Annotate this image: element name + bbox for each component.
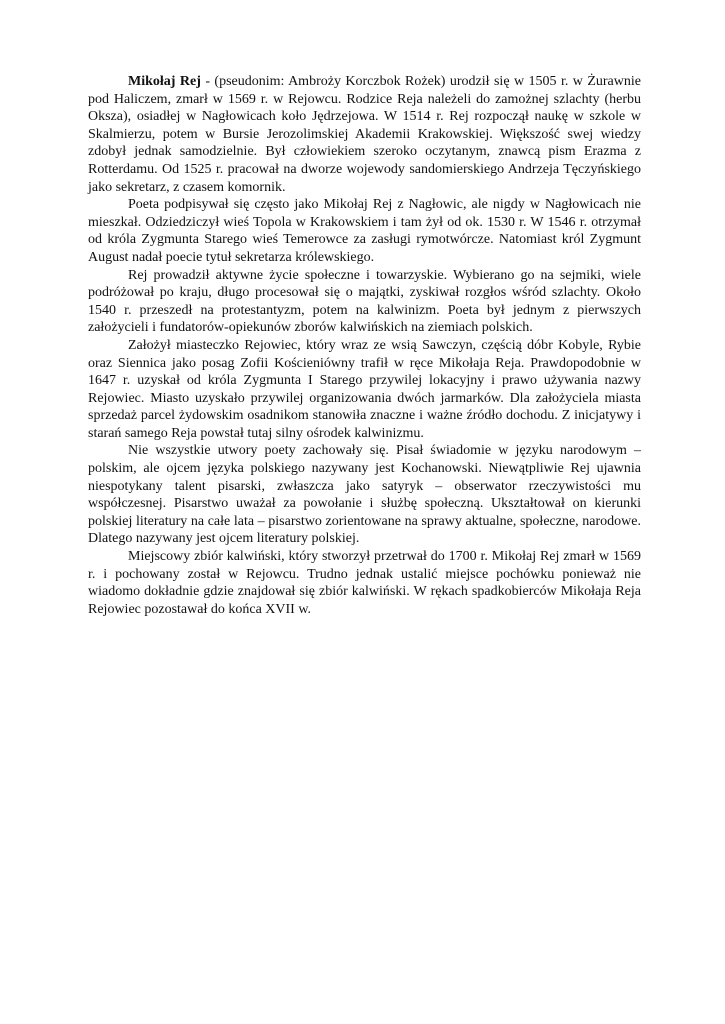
paragraph-text: Nie wszystkie utwory poety zachowały się. Pisał świadomie w języku narodowym – polskim, ale ojcem języka polskiego nazywany jest Kochanowski. Niewątpliwie Rej ujawnia niespotykany talent pisarski, zwłaszcza jako satyryk – obserwator rzeczywistości mu współczesnej. Pisarstwo uważał za powołanie i służbę społeczną. Ukształtował on kierunki polskiej literatury na całe lata – pisarstwo zorientowane na sprawy aktualne, społeczne, narodowe. Dlatego nazywany jest ojcem literatury polskiej. — [88, 443, 641, 547]
document-body — [88, 73, 641, 618]
paragraph-2 — [88, 196, 641, 266]
paragraph-1 — [88, 73, 641, 196]
paragraph-text: Rej prowadził aktywne życie społeczne i towarzyskie. Wybierano go na sejmiki, wiele podróżował po kraju, długo procesował się o majątki, zyskiwał rozgłos wśród szlachty. Około 1540 r. przeszedł na protestantyzm, potem na kalwinizm. Poeta był jednym z pierwszych założycieli i fundatorów-opiekunów zborów kalwińskich na ziemiach polskich. — [88, 267, 641, 336]
paragraph-5 — [88, 442, 641, 548]
paragraph-text: - (pseudonim: Ambroży Korczbok Rożek) urodził się w 1505 r. w Żurawnie pod Haliczem, zmarł w 1569 r. w Rejowcu. Rodzice Reja należeli do zamożnej szlachty (herbu Oksza), osiadłej w Nagłowicach koło Jędrzejowa. W 1514 r. Rej rozpoczął naukę w szkole w Skalmierzu, potem w Bursie Jerozolimskiej Akademii Krakowskiej. Większość swej wiedzy zdobył jednak samodzielnie. Był człowiekiem szeroko oczytanym, znawcą pism Erazma z Rotterdamu. Od 1525 r. pracował na dworze wojewody sandomierskiego Andrzeja Tęczyńskiego jako sekretarz, z czasem komornik. — [88, 74, 641, 195]
paragraph-lead-name: Mikołaj Rej — [128, 74, 201, 89]
paragraph-text: Miejscowy zbiór kalwiński, który stworzył przetrwał do 1700 r. Mikołaj Rej zmarł w 1569 r. i pochowany został w Rejowcu. Trudno jednak ustalić miejsce pochówku ponieważ nie wiadomo dokładnie gdzie znajdował się zbiór kalwiński. W rękach spadkobierców Mikołaja Reja Rejowiec pozostawał do końca XVII w. — [88, 549, 641, 617]
paragraph-3 — [88, 267, 641, 337]
paragraph-6 — [88, 548, 641, 618]
paragraph-text: Założył miasteczko Rejowiec, który wraz ze wsią Sawczyn, częścią dóbr Kobyle, Rybie oraz Siennica jako posag Zofii Kościeniówny trafił w ręce Mikołaja Reja. Prawdopodobnie w 1647 r. uzyskał od króla Zygmunta I Starego przywilej lokacyjny i prawo używania nazwy Rejowiec. Miasto uzyskało przywilej organizowania dwóch jarmarków. Dla założyciela miasta sprzedaż parcel żydowskim osadnikom stanowiła znaczne i ważne źródło dochodu. Z inicjatywy i starań samego Reja powstał tutaj silny ośrodek kalwinizmu. — [88, 337, 641, 441]
paragraph-4 — [88, 337, 641, 443]
paragraph-text: Poeta podpisywał się często jako Mikołaj Rej z Nagłowic, ale nigdy w Nagłowicach nie mieszkał. Odziedziczył wieś Topola w Krakowskiem i tam żył od ok. 1530 r. W 1546 r. otrzymał od króla Zygmunta Starego wieś Temerowce za zasługi rymotwórcze. Natomiast król Zygmunt August nadał poecie tytuł sekretarza królewskiego. — [88, 197, 641, 265]
